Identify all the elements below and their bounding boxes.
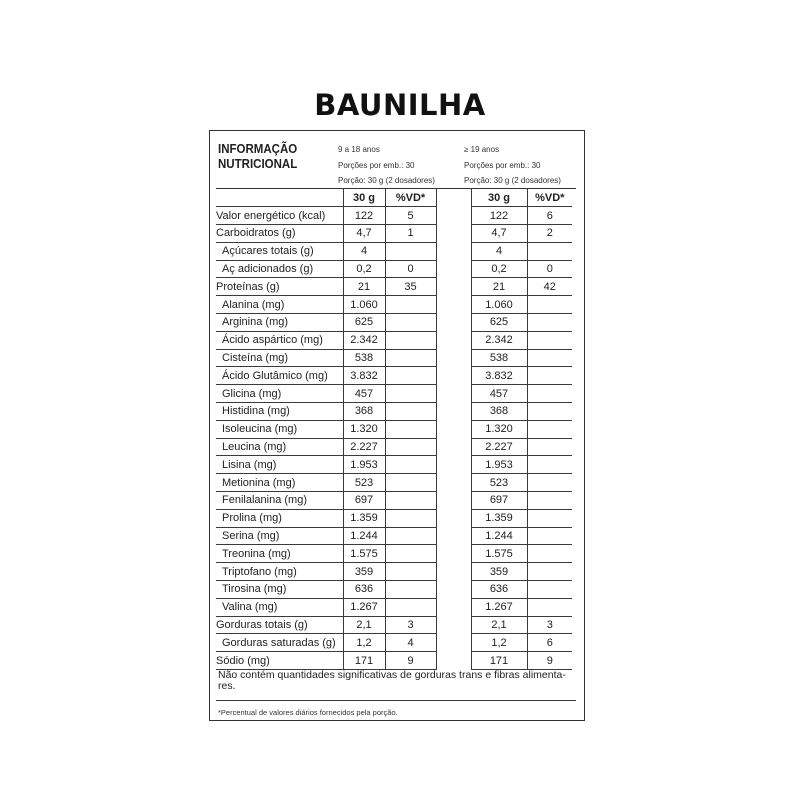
group-b-vd [527, 242, 572, 260]
nutrient-label: Cisteína (mg) [216, 349, 343, 367]
column-gap [436, 278, 471, 296]
group-b-vd [527, 492, 572, 510]
group-b-amount: 368 [471, 403, 527, 421]
column-gap [436, 225, 471, 243]
group-a-vd: 3 [385, 616, 436, 634]
nutrition-facts-panel [209, 130, 585, 721]
group-b-amount: 4 [471, 242, 527, 260]
column-gap [436, 456, 471, 474]
nutrient-label: Gorduras totais (g) [216, 616, 343, 634]
group-b-vd [527, 296, 572, 314]
nutrient-row [216, 225, 572, 243]
column-gap [436, 367, 471, 385]
group-b-amount: 1,2 [471, 634, 527, 652]
nutrient-label: Serina (mg) [216, 527, 343, 545]
nutrient-label: Fenilalanina (mg) [216, 492, 343, 510]
group-a-vd [385, 456, 436, 474]
nutrient-label: Treonina (mg) [216, 545, 343, 563]
group-a-amount: 1.267 [343, 598, 385, 616]
nutrient-label: Alanina (mg) [216, 296, 343, 314]
group-a-amount: 2,1 [343, 616, 385, 634]
group-a-amount: 2.342 [343, 331, 385, 349]
column-gap [436, 563, 471, 581]
column-header-a-vd: %VD* [385, 189, 436, 207]
nutrient-label: Histidina (mg) [216, 403, 343, 421]
nutrient-label: Arginina (mg) [216, 314, 343, 332]
nutrient-row [216, 278, 572, 296]
column-gap [436, 385, 471, 403]
group-a-amount: 1.575 [343, 545, 385, 563]
group-b-amount: 21 [471, 278, 527, 296]
nutrient-label: Aç adicionados (g) [216, 260, 343, 278]
group-a-vd [385, 314, 436, 332]
column-header-a-amount: 30 g [343, 189, 385, 207]
nutrient-row [216, 616, 572, 634]
nutrient-label: Triptofano (mg) [216, 563, 343, 581]
group-b-amount: 697 [471, 492, 527, 510]
column-gap [436, 492, 471, 510]
group-b-vd: 3 [527, 616, 572, 634]
column-gap [436, 260, 471, 278]
group-b-amount: 171 [471, 652, 527, 670]
group-a-vd [385, 438, 436, 456]
group-a-amount: 171 [343, 652, 385, 670]
group-a-vd: 4 [385, 634, 436, 652]
group-a-vd [385, 563, 436, 581]
trans-fat-fiber-note: Não contém quantidades significativas de gorduras trans e fibras alimenta-res. [218, 669, 566, 692]
nutrient-row [216, 385, 572, 403]
column-gap [436, 296, 471, 314]
group-b-amount: 2.227 [471, 438, 527, 456]
group-a-vd: 9 [385, 652, 436, 670]
group-a-vd [385, 385, 436, 403]
group-a-vd: 35 [385, 278, 436, 296]
nutrient-label: Valina (mg) [216, 598, 343, 616]
group-b-vd [527, 314, 572, 332]
column-gap [436, 527, 471, 545]
group-b-amount: 1.575 [471, 545, 527, 563]
nutrient-label: Valor energético (kcal) [216, 207, 343, 225]
group-b-amount: 1.060 [471, 296, 527, 314]
group-b-amount: 1.320 [471, 420, 527, 438]
group-b-vd [527, 598, 572, 616]
group-a-amount: 122 [343, 207, 385, 225]
nutrient-row [216, 207, 572, 225]
group-b-vd [527, 527, 572, 545]
group-a-vd [385, 403, 436, 421]
group-a-amount: 457 [343, 385, 385, 403]
nutrient-label: Leucina (mg) [216, 438, 343, 456]
nutrient-row [216, 314, 572, 332]
group-a-vd [385, 509, 436, 527]
nutrient-row [216, 367, 572, 385]
column-gap [436, 207, 471, 225]
group-b-vd: 2 [527, 225, 572, 243]
column-gap [436, 634, 471, 652]
group-a-vd [385, 527, 436, 545]
age-group-b-age: ≥ 19 anos [464, 145, 500, 154]
nutrition-table [216, 189, 572, 670]
column-header-row [216, 189, 572, 207]
group-b-vd [527, 456, 572, 474]
nutrient-row [216, 527, 572, 545]
panel-heading-line2: NUTRICIONAL [218, 157, 298, 171]
nutrient-label: Prolina (mg) [216, 509, 343, 527]
group-b-vd: 9 [527, 652, 572, 670]
nutrient-row [216, 492, 572, 510]
nutrient-row [216, 563, 572, 581]
nutrient-label: Tirosina (mg) [216, 581, 343, 599]
column-header-label [216, 189, 343, 207]
nutrient-row [216, 456, 572, 474]
group-a-amount: 3.832 [343, 367, 385, 385]
group-b-vd [527, 509, 572, 527]
group-a-amount: 21 [343, 278, 385, 296]
group-b-amount: 1.267 [471, 598, 527, 616]
nutrient-row [216, 474, 572, 492]
group-b-vd: 42 [527, 278, 572, 296]
group-a-amount: 625 [343, 314, 385, 332]
group-b-amount: 1.953 [471, 456, 527, 474]
column-gap [436, 545, 471, 563]
group-b-vd [527, 403, 572, 421]
age-group-b-portion: Porção: 30 g (2 dosadores) [464, 176, 561, 185]
group-a-amount: 1,2 [343, 634, 385, 652]
column-header-b-amount: 30 g [471, 189, 527, 207]
column-header-b-vd: %VD* [527, 189, 572, 207]
group-a-amount: 1.320 [343, 420, 385, 438]
group-b-vd [527, 563, 572, 581]
group-a-vd [385, 474, 436, 492]
group-a-amount: 4 [343, 242, 385, 260]
group-b-vd [527, 385, 572, 403]
group-a-amount: 1.359 [343, 509, 385, 527]
nutrient-row [216, 438, 572, 456]
flavor-title: BAUNILHA [314, 88, 486, 122]
group-b-amount: 0,2 [471, 260, 527, 278]
nutrient-row [216, 420, 572, 438]
group-a-vd [385, 296, 436, 314]
group-b-vd [527, 474, 572, 492]
group-a-vd: 0 [385, 260, 436, 278]
group-a-vd [385, 349, 436, 367]
age-group-a-age: 9 a 18 anos [338, 145, 380, 154]
nutrient-row [216, 509, 572, 527]
column-gap [436, 349, 471, 367]
group-b-amount: 625 [471, 314, 527, 332]
nutrient-row [216, 652, 572, 670]
nutrient-row [216, 242, 572, 260]
group-a-vd: 1 [385, 225, 436, 243]
age-group-a-portion: Porção: 30 g (2 dosadores) [338, 176, 435, 185]
group-a-amount: 636 [343, 581, 385, 599]
group-b-amount: 1.359 [471, 509, 527, 527]
group-a-amount: 523 [343, 474, 385, 492]
group-b-vd [527, 438, 572, 456]
footnote-divider [216, 700, 576, 701]
nutrient-row [216, 545, 572, 563]
nutrient-row [216, 598, 572, 616]
column-gap [436, 652, 471, 670]
column-gap [436, 189, 471, 207]
daily-value-note: *Percentual de valores diários fornecidos pela porção. [218, 708, 398, 717]
group-a-vd [385, 242, 436, 260]
group-b-amount: 359 [471, 563, 527, 581]
column-gap [436, 474, 471, 492]
panel-heading-line1: INFORMAÇÃO [218, 142, 298, 156]
nutrient-row [216, 581, 572, 599]
nutrient-label: Lisina (mg) [216, 456, 343, 474]
group-a-vd [385, 581, 436, 599]
group-b-vd [527, 331, 572, 349]
group-b-vd: 6 [527, 207, 572, 225]
group-a-vd: 5 [385, 207, 436, 225]
group-a-amount: 1.953 [343, 456, 385, 474]
group-a-vd [385, 492, 436, 510]
group-a-amount: 2.227 [343, 438, 385, 456]
age-group-b-servings: Porções por emb.: 30 [464, 160, 541, 170]
group-b-amount: 2,1 [471, 616, 527, 634]
nutrient-row [216, 260, 572, 278]
nutrient-label: Açúcares totais (g) [216, 242, 343, 260]
column-gap [436, 509, 471, 527]
nutrient-label: Glicina (mg) [216, 385, 343, 403]
age-group-b-info [464, 142, 561, 189]
group-a-vd [385, 367, 436, 385]
group-b-amount: 2.342 [471, 331, 527, 349]
age-group-a-servings: Porções por emb.: 30 [338, 160, 415, 170]
nutrient-label: Carboidratos (g) [216, 225, 343, 243]
column-gap [436, 581, 471, 599]
group-a-vd [385, 420, 436, 438]
group-a-amount: 368 [343, 403, 385, 421]
nutrient-label: Gorduras saturadas (g) [216, 634, 343, 652]
nutrient-label: Metionina (mg) [216, 474, 343, 492]
nutrient-label: Sódio (mg) [216, 652, 343, 670]
nutrient-row [216, 331, 572, 349]
column-gap [436, 438, 471, 456]
group-a-amount: 1.060 [343, 296, 385, 314]
group-b-amount: 636 [471, 581, 527, 599]
column-gap [436, 314, 471, 332]
nutrient-label: Proteínas (g) [216, 278, 343, 296]
group-b-vd [527, 581, 572, 599]
group-b-vd [527, 545, 572, 563]
group-b-vd: 6 [527, 634, 572, 652]
column-gap [436, 242, 471, 260]
group-b-amount: 457 [471, 385, 527, 403]
group-b-amount: 122 [471, 207, 527, 225]
column-gap [436, 403, 471, 421]
group-a-amount: 697 [343, 492, 385, 510]
group-a-amount: 0,2 [343, 260, 385, 278]
group-b-amount: 1.244 [471, 527, 527, 545]
group-a-amount: 359 [343, 563, 385, 581]
group-b-amount: 523 [471, 474, 527, 492]
group-a-amount: 4,7 [343, 225, 385, 243]
group-a-amount: 1.244 [343, 527, 385, 545]
nutrient-label: Isoleucina (mg) [216, 420, 343, 438]
group-b-vd [527, 349, 572, 367]
column-gap [436, 616, 471, 634]
group-b-vd [527, 420, 572, 438]
nutrient-row [216, 349, 572, 367]
group-b-amount: 538 [471, 349, 527, 367]
nutrient-row [216, 634, 572, 652]
group-a-vd [385, 598, 436, 616]
group-b-amount: 3.832 [471, 367, 527, 385]
group-b-vd [527, 367, 572, 385]
group-a-vd [385, 331, 436, 349]
nutrient-row [216, 403, 572, 421]
column-gap [436, 598, 471, 616]
nutrient-label: Ácido aspártico (mg) [216, 331, 343, 349]
nutrient-label: Ácido Glutâmico (mg) [216, 367, 343, 385]
group-a-amount: 538 [343, 349, 385, 367]
age-group-a-info [338, 142, 435, 189]
nutrient-row [216, 296, 572, 314]
group-a-vd [385, 545, 436, 563]
group-b-vd: 0 [527, 260, 572, 278]
group-b-amount: 4,7 [471, 225, 527, 243]
panel-heading [218, 142, 297, 172]
column-gap [436, 331, 471, 349]
column-gap [436, 420, 471, 438]
